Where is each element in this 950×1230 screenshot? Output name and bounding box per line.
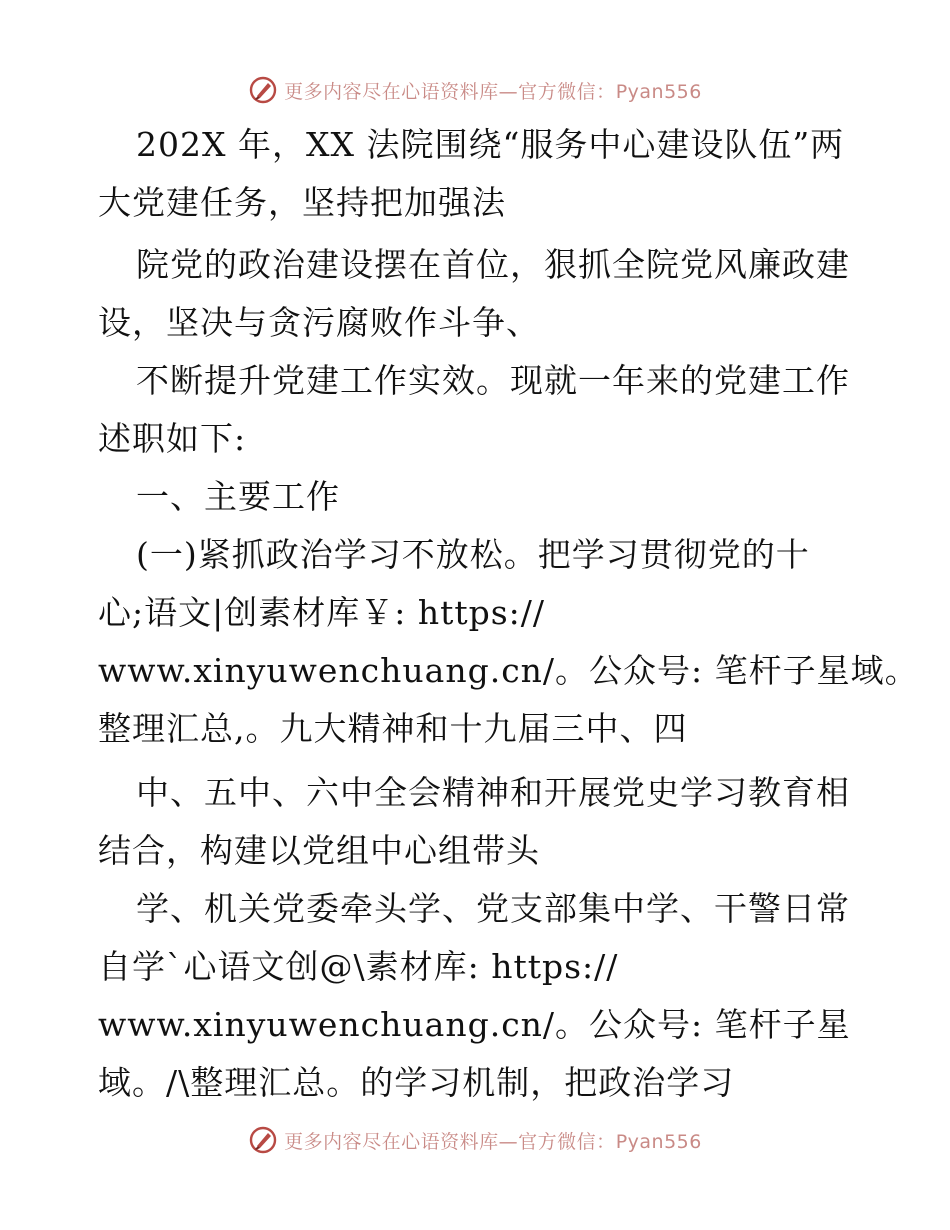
header-banner-text (284, 77, 702, 104)
footer-banner-text (284, 1127, 702, 1154)
footer-wechat-id: Pyan556 (615, 1130, 702, 1153)
body-line: www.xinyuwenchuang.cn/。公众号: 笔杆子星 (98, 1005, 851, 1044)
body-line: 中、五中、六中全会精神和开展党史学习教育相 (136, 773, 850, 812)
body-line: 心;语文|创素材库￥: https:// (98, 593, 546, 632)
body-line: 大党建任务，坚持把加强法 (98, 183, 506, 222)
body-line: 自学`心语文创@\素材库: https:// (98, 947, 619, 986)
body-line: 结合，构建以党组中心组带头 (98, 831, 540, 870)
footer-banner (0, 1120, 950, 1160)
subsection-heading: (一)紧抓政治学习不放松。把学习贯彻党的十 (136, 535, 810, 574)
footer-separator: — (498, 1130, 519, 1153)
body-line: 不断提升党建工作实效。现就一年来的党建工作 (136, 361, 850, 400)
brand-logo-icon (248, 1125, 278, 1155)
header-banner (0, 70, 950, 110)
header-wechat-id: Pyan556 (615, 80, 702, 103)
body-line: www.xinyuwenchuang.cn/。公众号: 笔杆子星域。 (98, 651, 919, 690)
body-line: 202X 年，XX 法院围绕“服务中心建设队伍”两 (136, 125, 845, 164)
body-line: 设，坚决与贪污腐败作斗争、 (98, 303, 540, 342)
header-slogan: 更多内容尽在心语资料库 (284, 80, 499, 103)
header-separator: — (498, 80, 519, 103)
body-line: 述职如下: (98, 419, 247, 458)
body-line: 域。/\整理汇总。的学习机制，把政治学习 (98, 1063, 735, 1102)
footer-wechat-label: 官方微信： (518, 1130, 616, 1153)
section-heading: 一、主要工作 (136, 477, 340, 516)
brand-logo-icon (248, 75, 278, 105)
body-line: 院党的政治建设摆在首位，狠抓全院党风廉政建 (136, 245, 850, 284)
footer-slogan: 更多内容尽在心语资料库 (284, 1130, 499, 1153)
body-line: 学、机关党委牵头学、党支部集中学、干警日常 (136, 889, 850, 928)
body-line: 整理汇总,。九大精神和十九届三中、四 (98, 709, 688, 748)
header-wechat-label: 官方微信： (518, 80, 616, 103)
